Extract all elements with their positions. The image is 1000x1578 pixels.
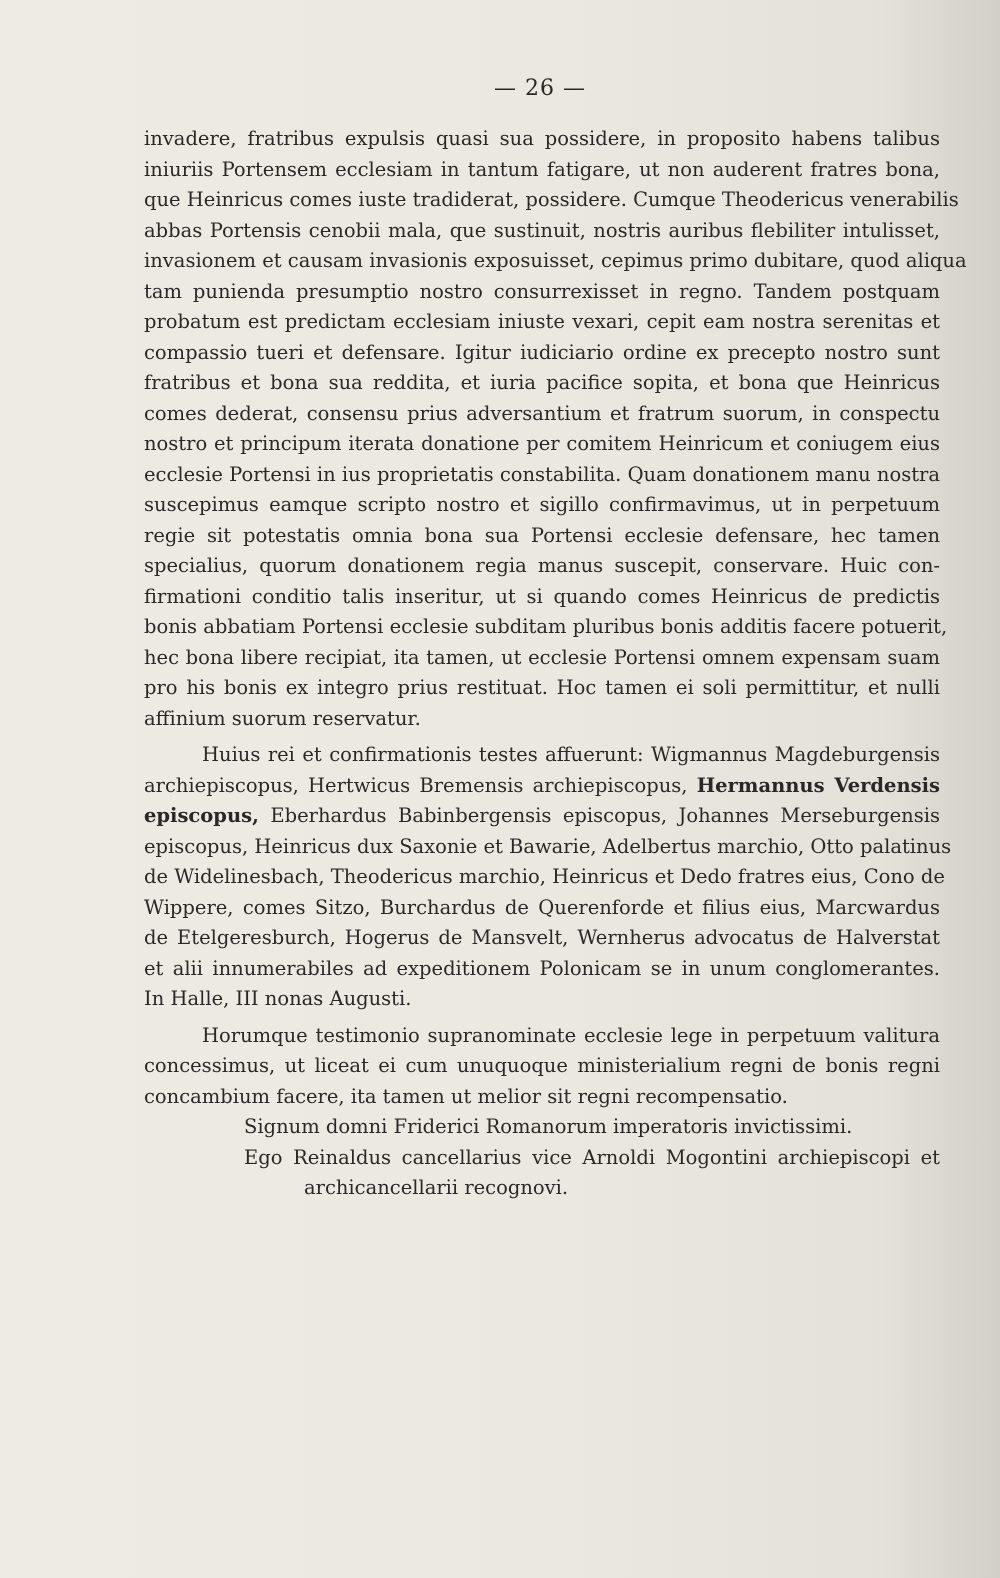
text-line: Ego Reinaldus cancellarius vice Arnoldi Mogontini archiepiscopi et xyxy=(244,1145,940,1169)
text-line xyxy=(144,801,940,832)
text-line: et alii innumerabiles ad expeditionem Polonicam se in unum conglomerantes. xyxy=(144,956,940,980)
text-line: concambium facere, ita tamen ut melior sit regni recompensatio. xyxy=(144,1084,788,1108)
bold-name-episcopus: episcopus, xyxy=(144,804,259,827)
text-line: regie sit potestatis omnia bona sua Portensi ecclesie defensare, hec tamen xyxy=(144,523,940,547)
text-line: iniuriis Portensem ecclesiam in tantum fatigare, ut non auderent fratres bona, xyxy=(144,157,940,181)
text-line: que Heinricus comes iuste tradiderat, possidere. Cumque Theodericus venerabilis xyxy=(144,188,959,211)
text-line: Huius rei et confirmationis testes affuerunt: Wigmannus Magdeburgensis xyxy=(202,743,940,766)
text-line: In Halle, III nonas Augusti. xyxy=(144,987,412,1010)
text-line: fratribus et bona sua reddita, et iuria pacifice sopita, et bona que Heinricus xyxy=(144,371,940,394)
text-line: archicancellarii recognovi. xyxy=(304,1176,569,1199)
text-line: nostro et principum iterata donatione per comitem Heinricum et coniugem eius xyxy=(144,432,940,455)
text-line: Horumque testimonio supranominate ecclesie lege in perpetuum valitura xyxy=(202,1023,940,1047)
text-line: de Widelinesbach, Theodericus marchio, Heinricus et Dedo fratres eius, Cono de xyxy=(144,865,945,888)
text-line: Wippere, comes Sitzo, Burchardus de Querenforde et filius eius, Marcwardus xyxy=(144,895,940,919)
text-line: ecclesie Portensi in ius proprietatis constabilita. Quam donationem manu nostra xyxy=(144,462,940,486)
text-line: abbas Portensis cenobii mala, que sustinuit, nostris auribus flebiliter intulisset, xyxy=(144,218,940,242)
text-line: probatum est predictam ecclesiam iniuste vexari, cepit eam nostra serenitas et xyxy=(144,310,940,333)
text-line: firmationi conditio talis inseritur, ut si quando comes Heinricus de predictis xyxy=(144,584,940,608)
paragraph-witnesses xyxy=(144,740,952,1015)
text-line: comes dederat, consensu prius adversantium et fratrum suorum, in conspectu xyxy=(144,401,940,425)
text-line xyxy=(144,771,940,802)
text-line: tam punienda presumptio nostro consurrexisset in regno. Tandem postquam xyxy=(144,279,940,303)
text-body xyxy=(144,124,967,1204)
signum-line: Signum domni Friderici Romanorum imperatoris invictissimi. xyxy=(244,1115,853,1138)
text-line: bonis abbatiam Portensi ecclesie subditam pluribus bonis additis facere potuerit, xyxy=(144,615,948,638)
text-line: invadere, fratribus expulsis quasi sua possidere, in proposito habens talibus xyxy=(144,127,940,150)
text-line: de Etelgeresburch, Hogerus de Mansvelt, Wernherus advocatus de Halverstat xyxy=(144,926,940,949)
text-line: affinium suorum reservatur. xyxy=(144,706,421,730)
text-line: hec bona libere recipiat, ita tamen, ut ecclesie Portensi omnem expensam suam xyxy=(144,645,940,669)
text-line: suscepimus eamque scripto nostro et sigillo confirmavimus, ut in perpetuum xyxy=(144,493,940,516)
bold-name-hermannus: Hermannus Verdensis xyxy=(696,773,940,797)
text-segment: archiepiscopus, Hertwicus Bremensis archiepiscopus, xyxy=(144,773,688,797)
paragraph-concession xyxy=(144,1021,940,1113)
text-segment: Eberhardus Babinbergensis episcopus, Johannes Merseburgensis xyxy=(270,804,940,827)
text-line: concessimus, ut liceat ei cum unuquoque ministerialium regni de bonis regni xyxy=(144,1054,940,1077)
text-line: episcopus, Heinricus dux Saxonie et Bawarie, Adelbertus marchio, Otto palatinus xyxy=(144,834,952,858)
text-line: invasionem et causam invasionis exposuisset, cepimus primo dubitare, quod aliqua xyxy=(144,249,967,272)
text-line: pro his bonis ex integro prius restituat. Hoc tamen ei soli permittitur, et nulli xyxy=(144,676,940,699)
recognition-block xyxy=(144,1143,940,1204)
text-line: compassio tueri et defensare. Igitur iudiciario ordine ex precepto nostro sunt xyxy=(144,340,940,364)
text-line: specialius, quorum donationem regia manus suscepit, conservare. Huic con- xyxy=(144,554,940,577)
paragraph-charter-text xyxy=(144,124,967,734)
page-number: — 26 — xyxy=(494,76,586,101)
